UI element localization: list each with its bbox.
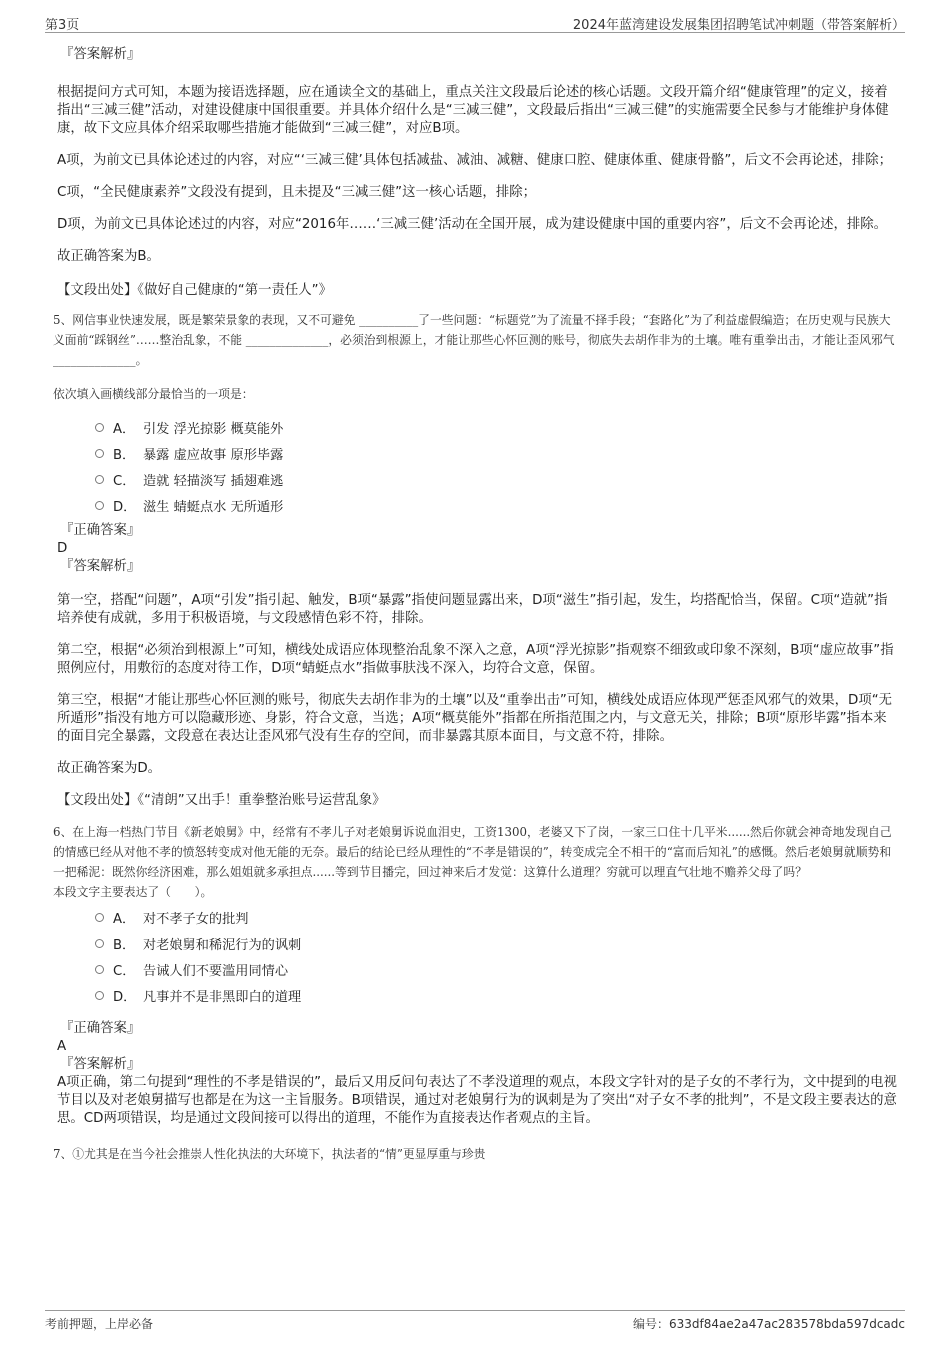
question-7 bbox=[53, 1144, 897, 1164]
option-text: 对不孝子女的批判 bbox=[143, 911, 249, 927]
radio-icon[interactable] bbox=[95, 449, 104, 458]
source-citation: 【文段出处】《做好自己健康的“第一责任人”》 bbox=[57, 283, 332, 298]
option-letter: B． bbox=[113, 447, 136, 463]
option-list bbox=[95, 414, 897, 518]
radio-icon[interactable] bbox=[95, 475, 104, 484]
analysis-paragraph: 第二空，根据“必须治到根源上”可知，横线处成语应体现整治乱象不深入之意，A项“浮光掠影”指观察不细致或印象不深刻，B项“虚应故事”指照例应付，用敷衍的态度对待工作，D项“蜻蜓点水”指做事肤浅不深入，均符合文意，保留。 bbox=[57, 643, 894, 676]
option-a[interactable] bbox=[95, 414, 897, 440]
page-footer bbox=[45, 1310, 905, 1335]
document-code: 编号：633df84ae2a47ac283578bda597dcadc bbox=[632, 1317, 905, 1331]
option-letter: A． bbox=[113, 421, 136, 437]
question-5 bbox=[53, 310, 897, 810]
page-number: 第3页 bbox=[45, 18, 80, 33]
analysis-paragraph: C项，“全民健康素养”文段没有提到，且未提及“三减三健”这一核心话题，排除； bbox=[57, 185, 536, 200]
option-text: 滋生 蜻蜓点水 无所遁形 bbox=[143, 499, 284, 515]
option-text: 暴露 虚应故事 原形毕露 bbox=[143, 447, 284, 463]
conclusion: 故正确答案为B。 bbox=[57, 249, 160, 264]
analysis-paragraph: 第三空，根据“才能让那些心怀叵测的账号，彻底失去胡作非为的土壤”以及“重拳出击”可知，横线处成语应体现严惩歪风邪气的效果，D项“无所遁形”指没有地方可以隐藏形迹、身影，符合文意，当选；A项“概莫能外”指都在所指范围之内，与文意无关，排除；B项“原形毕露”指本来的面目完全暴露，文段意在表达让歪风邪气没有生存的空间，而非暴露其原本面目，与文意不符，排除。 bbox=[57, 693, 893, 744]
answer-label: 『正确答案』 bbox=[60, 1021, 141, 1036]
question-stem: 5、网信事业快速发展，既是繁荣景象的表现，又不可避免 __________了一些问题：“标题党”为了流量不择手段；“套路化”为了利益虚假编造；在历史观与民族大义面前“踩钢丝”……整治乱象，不能 ______________，必须治到根源上，才能让那些心怀叵测的账号，彻底失去胡作非为的土壤。唯有重拳出击，才能让歪风邪气 ______________。 bbox=[53, 313, 895, 367]
option-d[interactable] bbox=[95, 982, 897, 1008]
radio-icon[interactable] bbox=[95, 939, 104, 948]
option-text: 告诫人们不要滥用同情心 bbox=[143, 963, 289, 979]
analysis-label: 『答案解析』 bbox=[60, 559, 141, 574]
question-4-analysis bbox=[57, 46, 897, 300]
option-b[interactable] bbox=[95, 440, 897, 466]
radio-icon[interactable] bbox=[95, 991, 104, 1000]
option-c[interactable] bbox=[95, 466, 897, 492]
analysis-paragraph: D项，为前文已具体论述过的内容，对应“2016年……‘三减三健’活动在全国开展，成为建设健康中国的重要内容”，后文不会再论述，排除。 bbox=[57, 217, 888, 232]
correct-answer: A bbox=[57, 1039, 67, 1054]
question-stem: 7、①尤其是在当今社会推崇人性化执法的大环境下，执法者的“情”更显厚重与珍贵 bbox=[53, 1147, 486, 1161]
option-letter: C． bbox=[113, 963, 136, 979]
option-a[interactable] bbox=[95, 904, 897, 930]
question-prompt: 依次填入画横线部分最恰当的一项是： bbox=[53, 387, 254, 401]
radio-icon[interactable] bbox=[95, 423, 104, 432]
page-header bbox=[45, 14, 905, 33]
source-citation: 【文段出处】《“清朗”又出手！重拳整治账号运营乱象》 bbox=[57, 793, 386, 808]
radio-icon[interactable] bbox=[95, 913, 104, 922]
analysis-paragraph: A项正确，第二句提到“理性的不孝是错误的”，最后又用反问句表达了不孝没道理的观点，本段文字针对的是子女的不孝行为，文中提到的电视节目以及对老娘舅描写也都是在为这一主旨服务。B项错误，通过对老娘舅行为的讽刺是为了突出“对子女不孝的批判”，不是文段主要表达的意思。CD两项错误，均是通过文段间接可以得出的道理，不能作为直接表达作者观点的主旨。 bbox=[57, 1075, 897, 1126]
correct-answer: D bbox=[57, 541, 68, 556]
analysis-paragraph: A项，为前文已具体论述过的内容，对应“‘三减三健’具体包括减盐、减油、减糖、健康口腔、健康体重、健康骨骼”，后文不会再论述，排除； bbox=[57, 153, 892, 168]
option-text: 引发 浮光掠影 概莫能外 bbox=[143, 421, 284, 437]
option-text: 造就 轻描淡写 插翅难逃 bbox=[143, 473, 284, 489]
answer-label: 『正确答案』 bbox=[60, 523, 141, 538]
question-prompt: 本段文字主要表达了（ ）。 bbox=[53, 885, 213, 899]
analysis-paragraph: 根据提问方式可知，本题为接语选择题，应在通读全文的基础上，重点关注文段最后论述的核心话题。文段开篇介绍“健康管理”的定义，接着指出“三减三健”活动，对建设健康中国很重要。并具体介绍什么是“三减三健”，文段最后指出“三减三健”的实施需要全民参与才能维护身体健康，故下文应具体介绍采取哪些措施才能做到“三减三健”，对应B项。 bbox=[57, 85, 889, 136]
page-content bbox=[53, 46, 897, 1164]
option-letter: A． bbox=[113, 911, 136, 927]
option-letter: D． bbox=[113, 989, 137, 1005]
option-c[interactable] bbox=[95, 956, 897, 982]
option-letter: B． bbox=[113, 937, 136, 953]
question-stem: 6、在上海一档热门节目《新老娘舅》中，经常有不孝儿子对老娘舅诉说血泪史，工资1300，老婆又下了岗，一家三口住十几平米......然后你就会神奇地发现自己的情感已经从对他不孝的愤怒转变成对他无能的无奈。最后的结论已经从理性的“不孝是错误的”，转变成完全不相干的“富而后知礼”的感慨。然后老娘舅就顺势和一把稀泥：既然你经济困难，那么姐姐就多承担点......等到节目播完，回过神来后才发觉：这算什么道理？穷就可以理直气壮地不赡养父母了吗？ bbox=[53, 825, 892, 879]
radio-icon[interactable] bbox=[95, 501, 104, 510]
analysis-label: 『答案解析』 bbox=[60, 47, 141, 62]
radio-icon[interactable] bbox=[95, 965, 104, 974]
option-text: 凡事并不是非黑即白的道理 bbox=[143, 989, 302, 1005]
analysis-paragraph: 第一空，搭配“问题”，A项“引发”指引起、触发，B项“暴露”指使问题显露出来，D项“滋生”指引起，发生，均搭配恰当，保留。C项“造就”指培养使有成就，多用于积极语境，与文段感情色彩不符，排除。 bbox=[57, 593, 888, 626]
option-d[interactable] bbox=[95, 492, 897, 518]
option-list bbox=[95, 904, 897, 1008]
conclusion: 故正确答案为D。 bbox=[57, 761, 162, 776]
option-letter: D． bbox=[113, 499, 137, 515]
footer-slogan: 考前押题，上岸必备 bbox=[45, 1317, 154, 1331]
option-b[interactable] bbox=[95, 930, 897, 956]
document-title: 2024年蓝湾建设发展集团招聘笔试冲刺题（带答案解析） bbox=[572, 18, 905, 33]
analysis-label: 『答案解析』 bbox=[60, 1057, 141, 1072]
question-6 bbox=[53, 822, 897, 1128]
option-text: 对老娘舅和稀泥行为的讽刺 bbox=[143, 937, 302, 953]
option-letter: C． bbox=[113, 473, 136, 489]
